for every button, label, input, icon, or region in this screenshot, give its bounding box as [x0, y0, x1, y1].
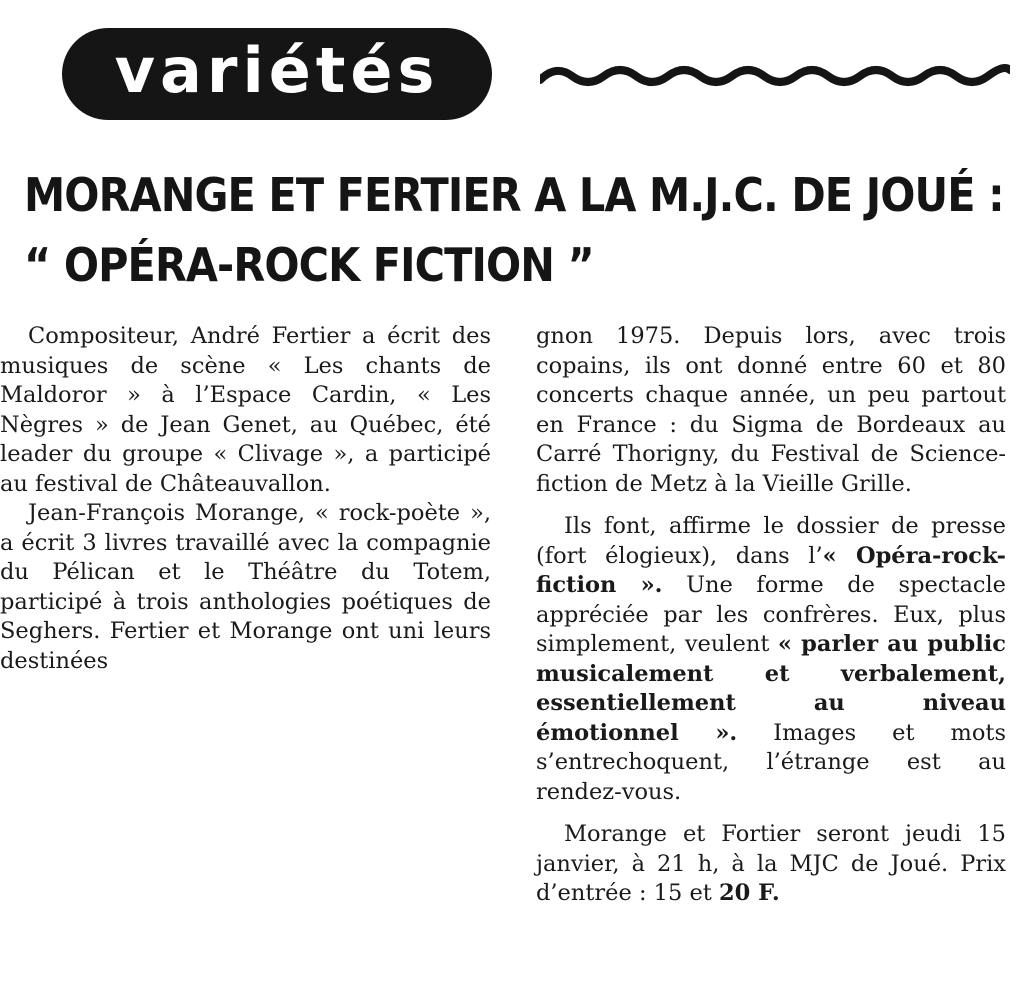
bold-quote: « parler au public musicalement et verbalement, essentiellement au niveau émotionnel ».: [536, 631, 1006, 746]
article-column-2: [536, 322, 1006, 909]
paragraph-opera-rock: [536, 512, 1006, 807]
paragraph-fertier: Compositeur, André Fertier a écrit des musiques de scène « Les chants de Maldoror » à l’Espace Cardin, « Les Nègres » de Jean Genet, au Québec, été leader du groupe « Clivage », a participé au festival de Châteauvallon.: [0, 323, 491, 497]
rubric-label: variétés: [114, 34, 440, 107]
bold-price: 20 F.: [718, 880, 780, 906]
wave-ornament: [540, 58, 1010, 88]
bold-title: « Opéra-rock-fiction ».: [536, 542, 1006, 598]
article-column-1: [0, 322, 491, 676]
paragraph-morange: Jean-François Morange, « rock-poète », a écrit 3 livres travaillé avec la compagnie du Pélican et le Théâtre du Totem, participé à trois anthologies poétiques de Seghers. Fertier et Morange ont uni leurs destinées: [0, 500, 491, 674]
headline-line-2: “ OPÉRA-ROCK FICTION ”: [24, 238, 594, 292]
paragraph-concert-date: [536, 820, 1006, 909]
headline: [24, 160, 1004, 300]
headline-line-1: MORANGE ET FERTIER A LA M.J.C. DE JOUÉ :: [24, 168, 1004, 222]
text-run: Une forme de spectacle appréciée par les confrères. Eux, plus simplement, veulent: [536, 572, 1006, 657]
paragraph-concerts: gnon 1975. Depuis lors, avec trois copains, ils ont donné entre 60 et 80 concerts chaque année, un peu partout en France : du Sigma de Bordeaux au Carré Thorigny, du Festival de Science-fiction de Metz à la Vieille Grille.: [536, 323, 1006, 497]
section-rubric: [62, 28, 492, 120]
text-run: Ils font, affirme le dossier de presse (fort élogieux), dans l’: [536, 513, 1006, 569]
text-run: Morange et Fortier seront jeudi 15 janvier, à 21 h, à la MJC de Joué. Prix d’entrée : 15 et: [536, 821, 1006, 906]
text-run: Images et mots s’entrechoquent, l’étrange est au rendez-vous.: [536, 719, 1007, 805]
